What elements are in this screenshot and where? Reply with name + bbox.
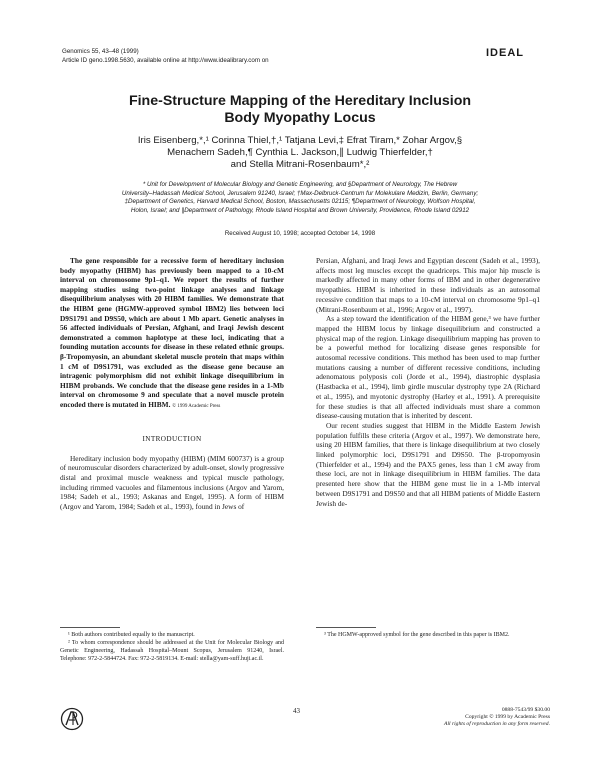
footnote-divider <box>316 627 376 628</box>
copyright-line: Copyright © 1999 by Academic Press <box>465 714 550 721</box>
footnotes-right <box>316 631 540 639</box>
body-paragraph: Hereditary inclusion body myopathy (HIBM) (MIM 600737) is a group of neuromuscular disorders characterized by adult-onset, slowly progressive distal and proximal muscle weakness and typical muscle pathology, including rimmed vacuoles and filamentous inclusions (Argov and Yarom, 1984; Sadeh et al., 1993; Askanas and Engel, 1995). A form of HIBM (Argov and Yarom, 1984; Sadeh et al., 1993), found in Jews of <box>60 453 284 512</box>
academic-press-logo <box>60 707 84 731</box>
author-line: Iris Eisenberg,*,¹ Corinna Thiel,†,¹ Tatjana Levi,‡ Efrat Tiram,* Zohar Argov,§ <box>137 135 463 146</box>
author-line: and Stella Mitrani-Rosenbaum*,² <box>230 159 370 170</box>
abstract-text: The gene responsible for a recessive form of hereditary inclusion body myopathy (HIBM) has previously been mapped to a 10-cM interval on chromosome 9p1–q1. We report the results of further mapping studies using two-point linkage analyses and linkage disequilibrium analyses with 20 HIBM families. We demonstrate that the HIBM gene (HGMW-approved symbol IBM2) lies between loci D9S1791 and D9S50, which are about 1 Mb apart. Genetic analyses in 56 affected individuals of Persian, Afghani, and Iraqi Jewish descent demonstrated a common haplotype at these loci, indicating that a founding mutation accounts for disease in these related ethnic groups. β-Tropomyosin, an abundant skeletal muscle protein that maps within 1 cM of D9S1791, was excluded as the disease gene because an intragenic polymorphism did not exhibit linkage disequilibrium in HIBM probands. We conclude that the disease gene resides in a 1-Mb interval on chromosome 9 and speculate that a novel muscle protein encoded there is mutated in HIBM. <box>60 256 284 409</box>
ideal-logo: IDEAL <box>486 47 524 59</box>
footnote: ¹ Both authors contributed equally to the manuscript. <box>68 632 195 638</box>
affiliation-line: Holon, Israel; and ∥Department of Pathology, Rhode Island Hospital and Brown University, Providence, Rhode Island 02912 <box>130 206 470 214</box>
page-number: 43 <box>293 707 300 715</box>
affiliation-line: * Unit for Development of Molecular Biology and Genetic Engineering, and §Department of Neurology, The Hebrew <box>142 181 458 188</box>
footnotes-left <box>60 631 284 663</box>
body-paragraph: As a step toward the identification of the HIBM gene,³ we have further mapped the HIBM locus by linkage disequilibrium and constructed a physical map of the region. Linkage disequilibrium mapping has proven to be a powerful method for localizing disease genes responsible for autosomal recessive conditions. This method has been used to map further mutations causing a number of different recessive conditions, including adenomatous polyposis coli (Jorde et al., 1994), diastrophic dysplasia (Hastbacka et al., 1994), limb girdle muscular dystrophy type 2A (Richard et al., 1995), and myotonic dystrophy (Harley et al., 1991). A prerequisite for these studies is that all affected individuals must share a common disease-causing mutation that is inherited by descent. <box>316 314 540 421</box>
section-heading-introduction: INTRODUCTION <box>142 434 202 443</box>
title-line: Body Myopathy Locus <box>224 110 376 126</box>
affiliation-line: ‡Department of Genetics, Harvard Medical School, Boston, Massachusetts 02115; ¶Department of Neurology, Wolfson Hospital, <box>124 198 476 206</box>
author-list <box>60 135 540 171</box>
right-column <box>316 256 540 508</box>
received-dates: Received August 10, 1998; accepted October 14, 1998 <box>224 230 376 237</box>
footnote: ² To whom correspondence should be addressed at the Unit for Molecular Biology and Genetic Engineering, Hadassah Hospital–Mount Scopus, Jerusalem 91240, Israel. Telephone: 972-2-5844724. Fax: 972-2-5819134. E-mail: stella@yam-suff.huji.ac.il. <box>60 640 284 663</box>
title-line: Fine-Structure Mapping of the Hereditary Inclusion <box>128 93 472 109</box>
body-paragraph: Our recent studies suggest that HIBM in the Middle Eastern Jewish population fulfills these criteria (Argov et al., 1997). We demonstrate here, using 20 HIBM families, that there is linkage disequilibrium at two closely linked polymorphic loci, D9S1791 and D9S50. The β-tropomyosin (Thierfelder et al., 1994) and the PAX5 genes, less than 1 cM away from these loci, are not in linkage disequilibrium in HIBM families. The data presented here show that the HIBM gene must lie in a 1-Mb interval between D9S1791 and D9S50 and that all HIBM patients of Middle Eastern Jewish de- <box>316 420 540 508</box>
abstract-copyright: © 1999 Academic Press <box>172 403 221 409</box>
abstract <box>60 256 284 410</box>
article-title <box>60 93 540 127</box>
left-column <box>60 256 284 512</box>
footnote-divider <box>60 627 120 628</box>
article-id: Article ID geno.1998.5630, available online at http://www.idealibrary.com on <box>62 56 269 64</box>
journal-header <box>62 48 542 65</box>
body-paragraph: Persian, Afghani, and Iraqi Jews and Egyptian descent (Sadeh et al., 1993), affects most leg muscles except the quadriceps. This major hip muscle is markedly affected in many other forms of IBM and in other degenerative myopathies. HIBM is inherited in these individuals as an autosomal recessive condition that maps to a 10-cM interval on chromosome 9p1–q1 (Mitrani-Rosenbaum et al., 1996; Argov et al., 1997). <box>316 256 540 314</box>
journal-citation: Genomics 55, 43–48 (1999) <box>62 48 139 55</box>
rights-line: All rights of reproduction in any form reserved. <box>444 721 550 728</box>
footnote: ³ The HGMW-approved symbol for the gene described in this paper is IBM2. <box>324 632 510 638</box>
copyright-block <box>340 707 550 729</box>
affiliations <box>60 181 540 215</box>
author-line: Menachem Sadeh,¶ Cynthia L. Jackson,∥ Ludwig Thierfelder,† <box>167 147 433 158</box>
issn-price: 0888-7543/99 $30.00 <box>501 707 550 713</box>
affiliation-line: University–Hadassah Medical School, Jerusalem 91240, Israel; †Max-Delbruck-Centrum fur Molekulare Medizin, Berlin, Germany; <box>121 189 479 197</box>
